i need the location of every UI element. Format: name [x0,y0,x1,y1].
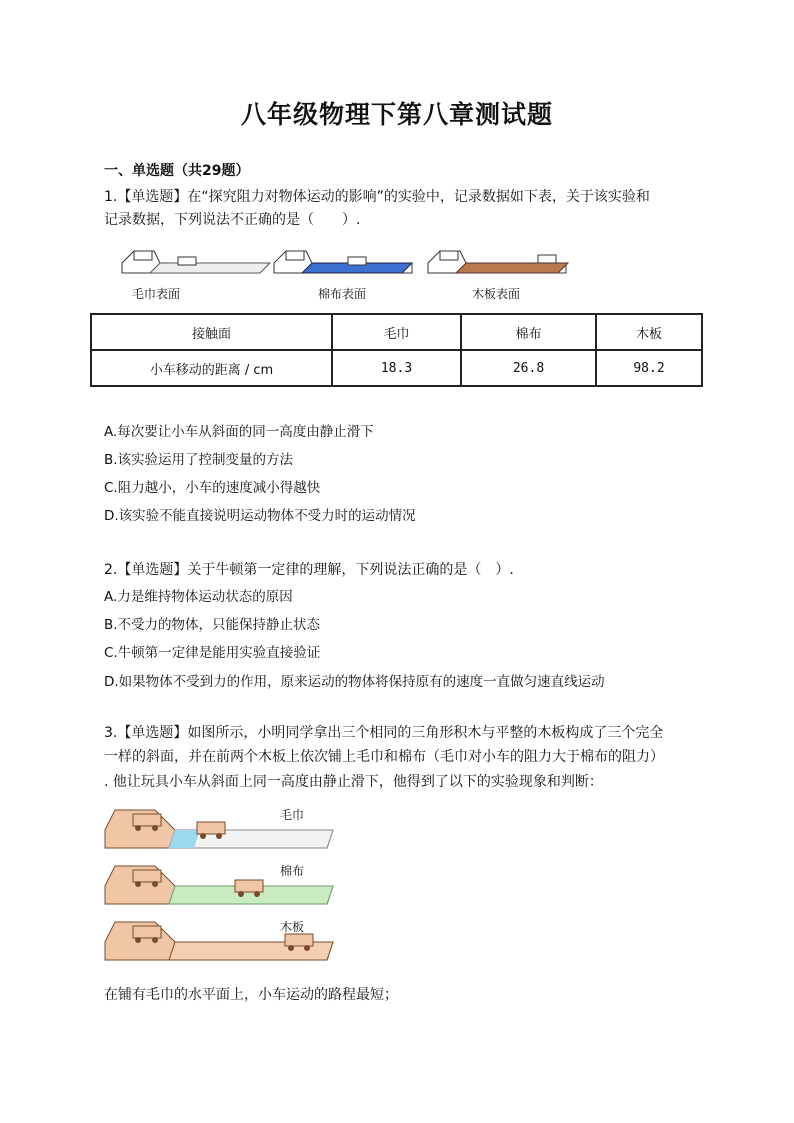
table-header-row [91,314,702,350]
table-header-cell: 毛巾 [332,314,461,350]
q3-text-line2: 一样的斜面，并在前两个木板上依次铺上毛巾和棉布（毛巾对小车的阻力大于棉布的阻力） [104,749,664,765]
q3-figure [105,800,345,975]
q3-label-towel: 毛巾 [280,808,305,822]
table-header-cell: 接触面 [91,314,332,350]
q1-label-wood: 木板表面 [472,287,521,301]
q1-option-b[interactable]: B.该实验运用了控制变量的方法 [104,452,294,468]
table-cell: 98.2 [596,350,702,386]
q1-text-line1: 1.【单选题】在“探究阻力对物体运动的影响”的实验中，记录数据如下表，关于该实验和 [104,189,650,205]
q3-text-line3: . 他让玩具小车从斜面上同一高度由静止滑下，他得到了以下的实验现象和判断： [104,774,603,790]
ramp-wood [428,251,568,273]
q1-label-cotton: 棉布表面 [318,287,367,301]
section-heading: 一、单选题（共29题） [104,163,250,179]
table-header-cell: 棉布 [461,314,596,350]
table-cell: 26.8 [461,350,596,386]
q1-option-c[interactable]: C.阻力越小，小车的速度减小得越快 [104,480,321,496]
q2-text-line1: 2.【单选题】关于牛顿第一定律的理解，下列说法正确的是（ ）. [104,562,514,578]
q2-option-d[interactable]: D.如果物体不受到力的作用，原来运动的物体将保持原有的速度一直做匀速直线运动 [104,674,605,690]
q1-data-table [90,313,703,387]
table-row [91,350,702,386]
q1-option-a[interactable]: A.每次要让小车从斜面的同一高度由静止滑下 [104,424,374,440]
q2-option-c[interactable]: C.牛顿第一定律是能用实验直接验证 [104,645,321,661]
ramp-towel [122,251,270,273]
q3-statement: 在铺有毛巾的水平面上，小车运动的路程最短； [104,987,398,1003]
page-title: 八年级物理下第八章测试题 [240,100,553,129]
q1-text-line2: 记录数据，下列说法不正确的是（ ）. [104,212,361,228]
q1-label-towel: 毛巾表面 [132,287,181,301]
q3-label-wood: 木板 [280,920,305,934]
table-header-cell: 木板 [596,314,702,350]
q1-option-d[interactable]: D.该实验不能直接说明运动物体不受力时的运动情况 [104,508,416,524]
table-cell: 18.3 [332,350,461,386]
q2-option-a[interactable]: A.力是维持物体运动状态的原因 [104,589,293,605]
q2-option-b[interactable]: B.不受力的物体，只能保持静止状态 [104,617,321,633]
ramp-cotton [274,251,412,273]
q3-text-line1: 3.【单选题】如图所示，小明同学拿出三个相同的三角形积木与平整的木板构成了三个完全 [104,725,664,741]
q3-label-cotton: 棉布 [280,864,305,878]
table-cell: 小车移动的距离 / cm [91,350,332,386]
